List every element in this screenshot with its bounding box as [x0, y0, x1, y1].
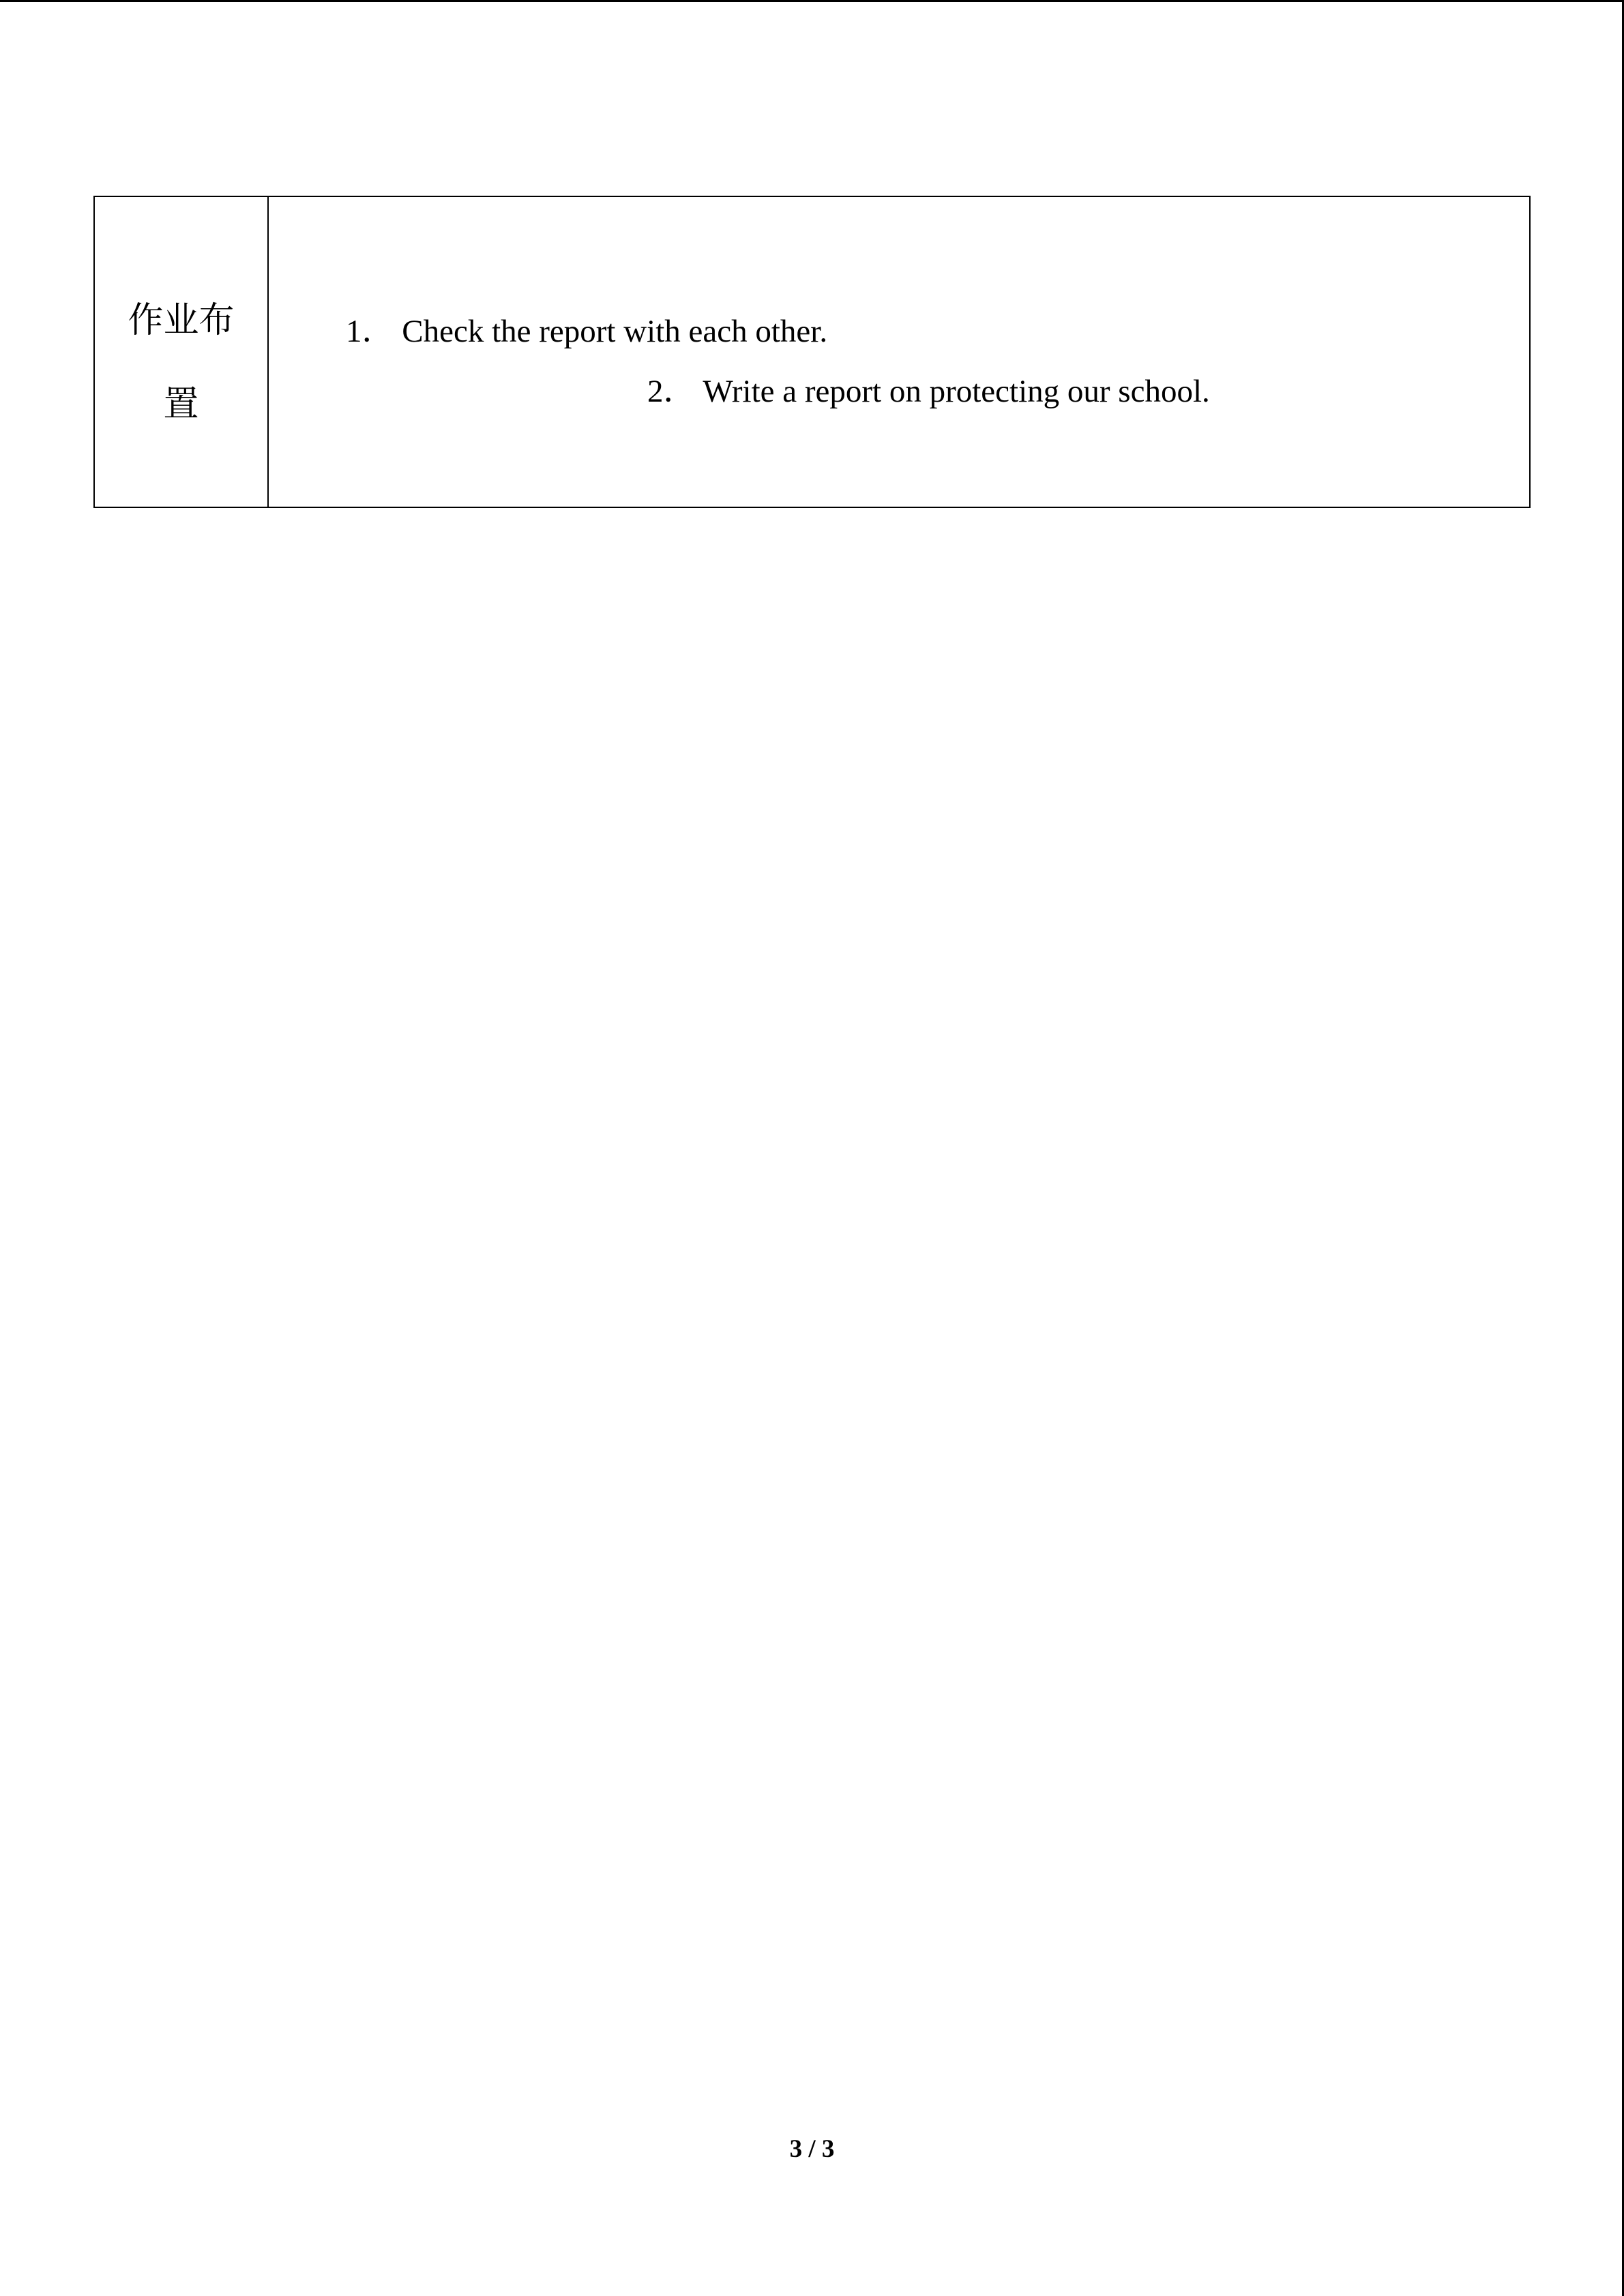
homework-label-cell	[95, 197, 269, 507]
homework-label-line-2: 置	[163, 384, 199, 425]
homework-table	[93, 196, 1531, 508]
homework-label	[95, 279, 267, 447]
homework-content-cell	[269, 197, 1529, 507]
homework-label-line-1: 作业布	[128, 300, 235, 341]
page-number: 3 / 3	[789, 2135, 835, 2163]
page-border-top	[0, 0, 1624, 2]
homework-item-1: 1． Check the report with each other.	[346, 314, 828, 349]
homework-item-2: 2． Write a report on protecting our school.	[647, 374, 1210, 409]
